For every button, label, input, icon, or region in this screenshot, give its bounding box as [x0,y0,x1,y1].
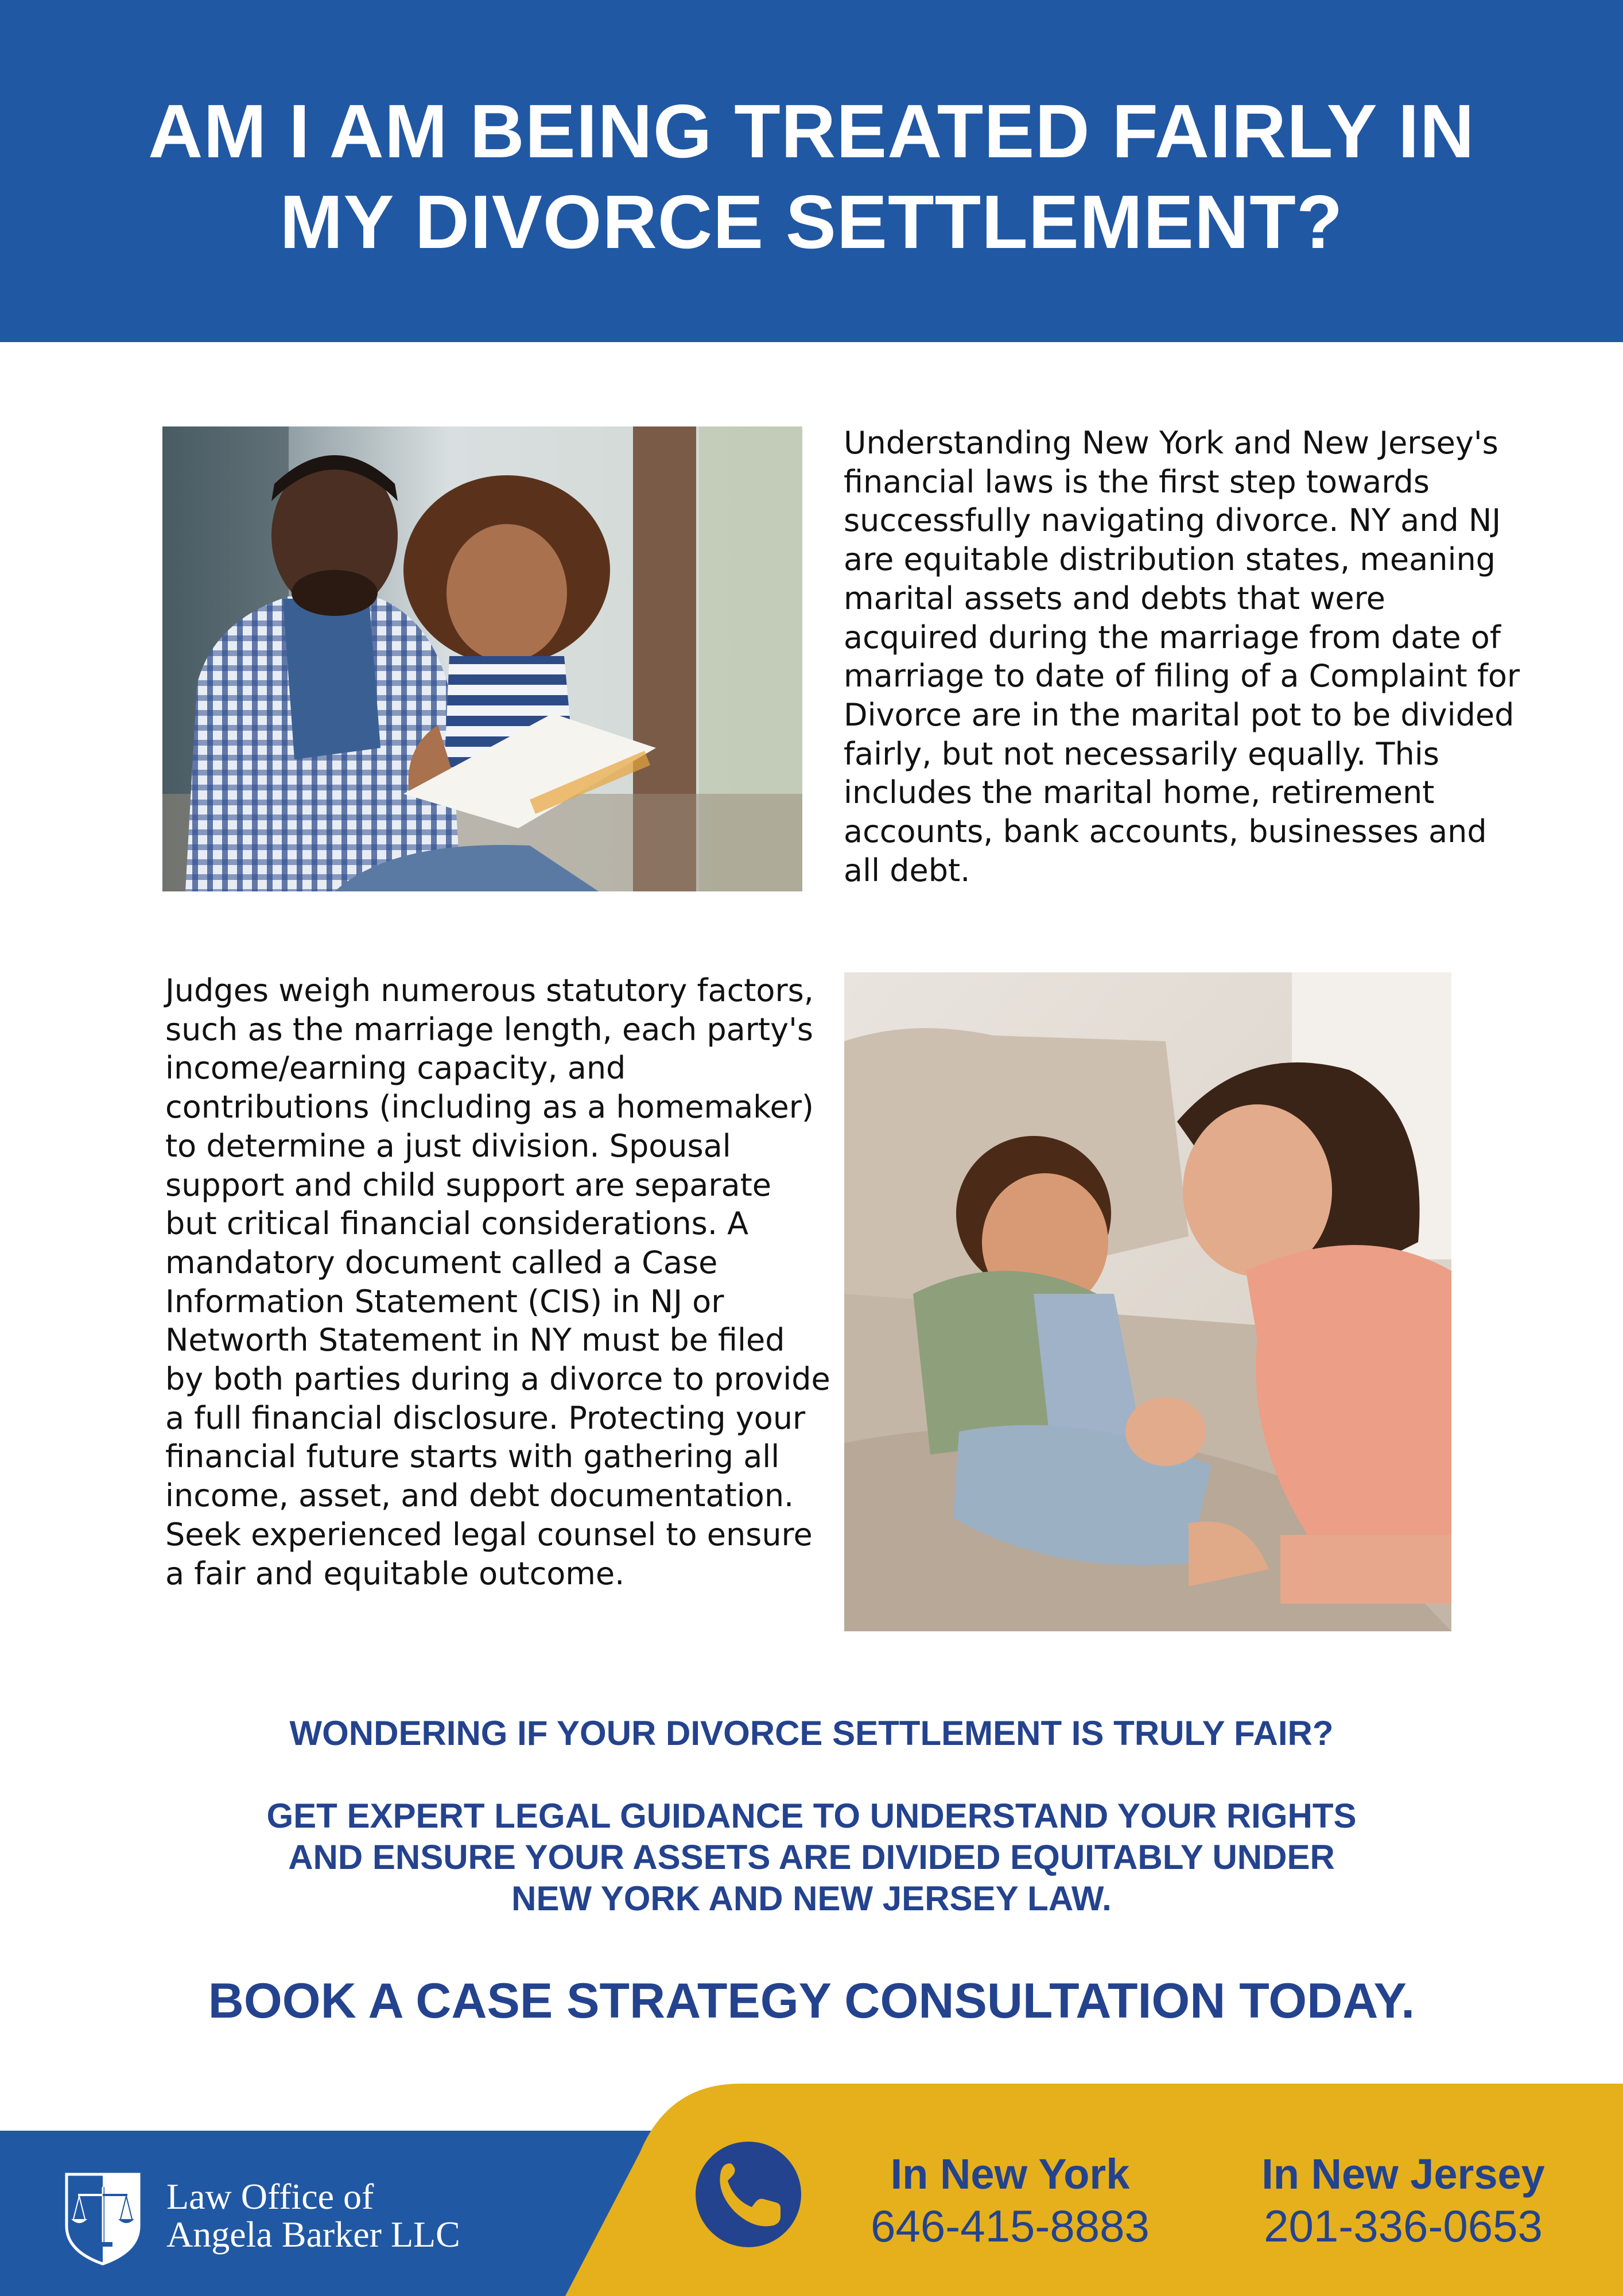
cta-question: WONDERING IF YOUR DIVORCE SETTLEMENT IS TRULY FAIR? [289,1714,1334,1752]
header-banner [0,0,1623,342]
page-title-line-2: MY DIVORCE SETTLEMENT? [279,180,1344,264]
intro-paragraph: Understanding New York and New Jersey's financial laws is the first step towards successfully navigating divorce. NY and NJ are equitable distribution states, meaning marital assets and debts that were acquired during the marriage from date of marriage to date of filing of a Complaint for Divorce are in the marital pot to be divided fairly, but not necessarily equally. This includes the marital home, retirement accounts, bank accounts, businesses and all debt. [844,425,1520,889]
factors-paragraph: Judges weigh numerous statutory factors, such as the marriage length, each party's income/earning capacity, and contributions (including as a homemaker) to determine a just division. Spousal support and child support are separate but critical financial considerations. A mandatory document called a Case Information Statement (CIS) in NJ or Networth Statement in NY must be filed by both parties during a divorce to provide a full financial disclosure. Protecting your financial future starts with gathering all income, asset, and debt documentation. Seek experienced legal counsel to ensure a fair and equitable outcome. [165,972,830,1592]
book-consultation-cta: BOOK A CASE STRATEGY CONSULTATION TODAY. [208,1973,1415,2029]
firm-name [166,2178,460,2254]
office-new-york [844,2149,1177,2252]
phone-icon [694,2140,802,2248]
cta-guidance-line-3: NEW YORK AND NEW JERSEY LAW. [511,1879,1112,1918]
firm-name-line-2: Angela Barker LLC [166,2214,460,2255]
page-title [0,86,1623,267]
office-title-new-york: In New York [890,2150,1130,2198]
cta-guidance [0,1795,1623,1919]
page-title-line-1: AM I AM BEING TREATED FAIRLY IN [148,89,1475,173]
mother-and-son-laughing-photo [844,972,1451,1631]
cta-guidance-line-2: AND ENSURE YOUR ASSETS ARE DIVIDED EQUITABLY UNDER [288,1838,1335,1876]
phone-number-new-york[interactable]: 646-415-8883 [871,2201,1150,2251]
cta-guidance-line-1: GET EXPERT LEGAL GUIDANCE TO UNDERSTAND YOUR RIGHTS [266,1797,1357,1835]
office-new-jersey [1231,2149,1575,2252]
phone-number-new-jersey[interactable]: 201-336-0653 [1264,2201,1543,2251]
father-and-daughter-reading-photo [162,426,802,891]
footer [0,2084,1623,2296]
office-title-new-jersey: In New Jersey [1261,2150,1545,2198]
scales-of-justice-shield-icon [62,2171,143,2266]
firm-name-line-1: Law Office of [166,2176,374,2217]
